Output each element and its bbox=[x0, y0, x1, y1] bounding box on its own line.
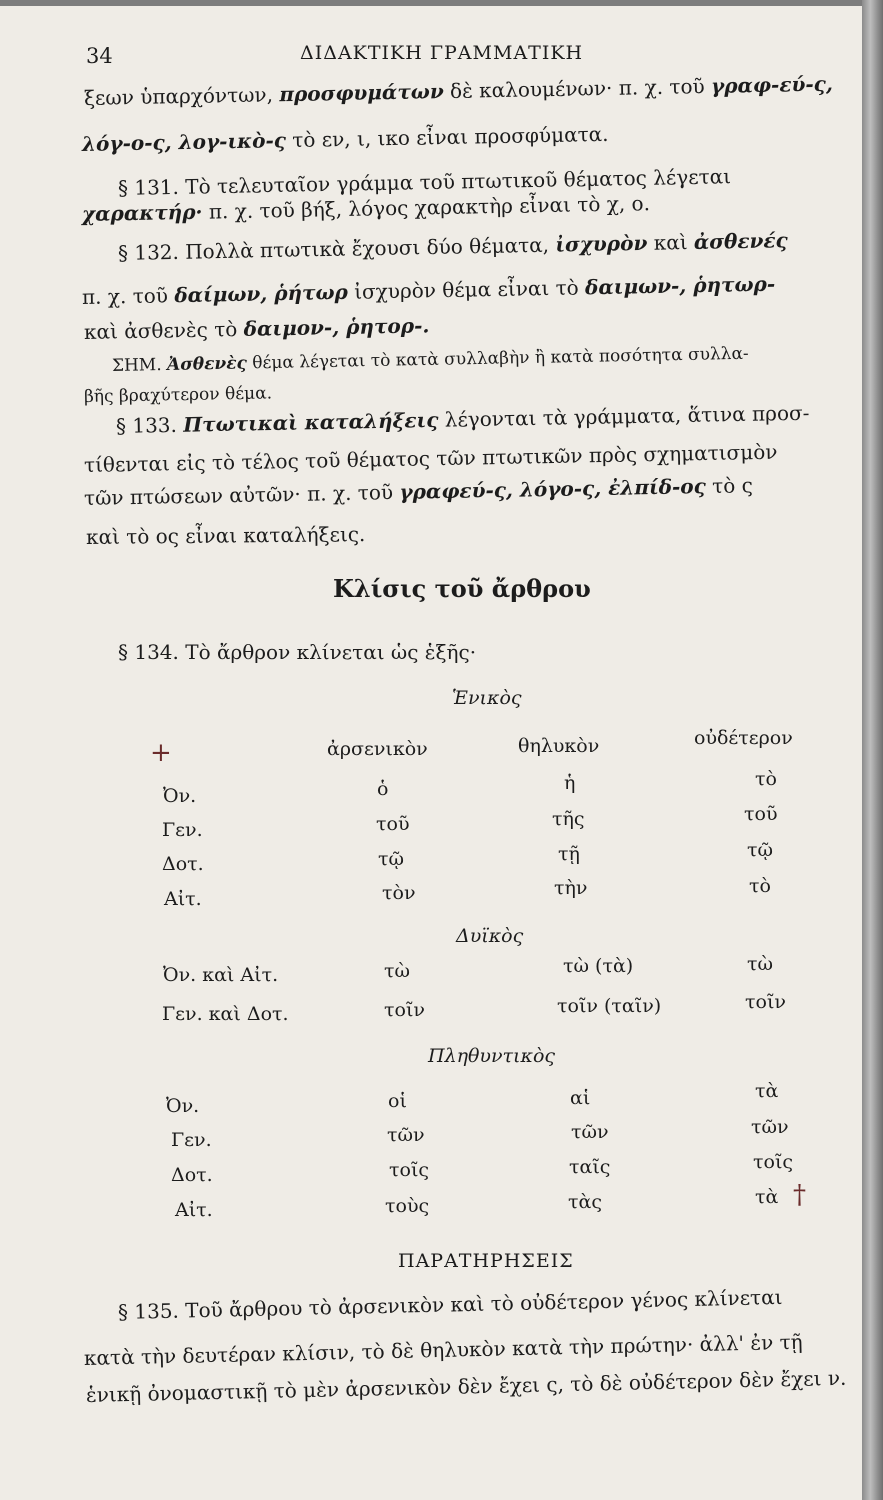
pl-case-dat: Δοτ. bbox=[171, 1164, 213, 1186]
sg-m-acc: τὸν bbox=[382, 882, 416, 904]
sg-n-nom: τὸ bbox=[755, 768, 777, 790]
sg-n-acc: τὸ bbox=[749, 875, 771, 897]
du-case-gendat: Γεν. καὶ Δοτ. bbox=[162, 1003, 289, 1025]
sg-case-nom: Ὀν. bbox=[163, 785, 197, 807]
pl-f-acc: τὰς bbox=[568, 1191, 602, 1213]
sg-f-dat: τῇ bbox=[558, 843, 580, 865]
sg-f-gen: τῆς bbox=[552, 808, 585, 830]
pl-n-dat: τοῖς bbox=[753, 1151, 794, 1173]
pl-case-acc: Αἰτ. bbox=[175, 1199, 213, 1221]
s133-line-1: § 133. Πτωτικαὶ καταλήξεις λέγονται τὰ γράμματα, ἅτινα προσ- bbox=[115, 400, 810, 438]
page-number: 34 bbox=[86, 44, 113, 68]
section-heading: Κλίσις τοῦ ἄρθρου bbox=[333, 574, 591, 603]
pl-m-nom: οἱ bbox=[388, 1090, 407, 1112]
sg-n-gen: τοῦ bbox=[744, 803, 778, 825]
observations-title: ΠΑΡΑΤΗΡΗΣΕΙΣ bbox=[398, 1250, 574, 1272]
pl-case-gen: Γεν. bbox=[171, 1129, 212, 1151]
pl-m-gen: τῶν bbox=[387, 1124, 425, 1146]
plural-label: Πληθυντικὸς bbox=[428, 1045, 556, 1067]
s132-line-1: § 132. Πολλὰ πτωτικὰ ἔχουσι δύο θέματα, ἰσχυρὸν καὶ ἀσθενές bbox=[117, 228, 788, 265]
sg-case-gen: Γεν. bbox=[162, 819, 203, 841]
pl-case-nom: Ὀν. bbox=[166, 1095, 200, 1117]
note-line-2: βῆς βραχύτερον θέμα. bbox=[83, 383, 273, 407]
sg-case-dat: Δοτ. bbox=[162, 853, 204, 875]
s132-line-3: καὶ ἀσθενὲς τὸ δαιμον-, ῥητορ-. bbox=[83, 313, 430, 344]
s131-line-2: χαρακτήρ· π. χ. τοῦ βήξ, λόγος χαρακτὴρ εἶναι τὸ χ, ο. bbox=[81, 191, 651, 226]
s133-line-3: τῶν πτώσεων αὐτῶν· π. χ. τοῦ γραφεύ-ς, λόγο-ς, ἐλπίδ-ος τὸ ς bbox=[83, 473, 754, 510]
du-f-gendat: τοῖν (ταῖν) bbox=[557, 995, 662, 1017]
pl-f-dat: ταῖς bbox=[569, 1156, 611, 1178]
book-spine-edge bbox=[862, 0, 883, 1500]
pl-n-acc: τὰ bbox=[755, 1186, 779, 1208]
du-n-nomacc: τὼ bbox=[747, 953, 774, 975]
pl-n-nom: τὰ bbox=[755, 1080, 779, 1102]
s132-line-2: π. χ. τοῦ δαίμων, ῥήτωρ ἰσχυρὸν θέμα εἶναι τὸ δαιμων-, ῥητωρ- bbox=[81, 271, 776, 309]
col-feminine: θηλυκὸν bbox=[518, 735, 600, 757]
dagger-mark: † bbox=[793, 1180, 806, 1210]
intro-line-2: λόγ-ο-ς, λογ-ικὸ-ς τὸ εν, ι, ικο εἶναι προσφύματα. bbox=[81, 121, 609, 156]
du-f-nomacc: τὼ (τὰ) bbox=[563, 955, 634, 977]
col-masculine: ἀρσενικὸν bbox=[327, 738, 428, 760]
pl-n-gen: τῶν bbox=[751, 1116, 789, 1138]
pl-m-acc: τοὺς bbox=[385, 1195, 430, 1217]
sg-m-gen: τοῦ bbox=[376, 813, 410, 835]
du-case-nomacc: Ὀν. καὶ Αἰτ. bbox=[163, 964, 279, 986]
du-n-gendat: τοῖν bbox=[745, 991, 786, 1013]
sg-f-acc: τὴν bbox=[554, 877, 588, 899]
s133-line-4: καὶ τὸ ος εἶναι καταλήξεις. bbox=[85, 522, 366, 549]
note-line-1: ΣΗΜ. Ἀσθενὲς θέμα λέγεται τὸ κατὰ συλλαβὴν ἢ κατὰ ποσότητα συλλα- bbox=[111, 343, 749, 376]
dual-label: Δυϊκὸς bbox=[456, 925, 524, 947]
s135-line-2: κατὰ τὴν δευτέραν κλίσιν, τὸ δὲ θηλυκὸν κατὰ τὴν πρώτην· ἀλλ' ἐν τῇ bbox=[83, 1329, 803, 1370]
sg-case-acc: Αἰτ. bbox=[164, 888, 202, 910]
s131-line-1: § 131. Τὸ τελευταῖον γράμμα τοῦ πτωτικοῦ θέματος λέγεται bbox=[117, 164, 732, 200]
pl-m-dat: τοῖς bbox=[389, 1159, 430, 1181]
pl-f-gen: τῶν bbox=[571, 1121, 609, 1143]
s135-line-3: ἑνικῇ ὀνομαστικῇ τὸ μὲν ἀρσενικὸν δὲν ἔχει ς, τὸ δὲ οὐδέτερον δὲν ἔχει ν. bbox=[85, 1365, 847, 1407]
sg-m-nom: ὁ bbox=[377, 778, 389, 800]
intro-line-1: ξεων ὑπαρχόντων, προσφυμάτων δὲ καλουμένων· π. χ. τοῦ γραφ-εύ-ς, bbox=[83, 71, 834, 110]
sg-m-dat: τῷ bbox=[378, 848, 405, 870]
sg-n-dat: τῷ bbox=[747, 839, 774, 861]
sg-f-nom: ἡ bbox=[564, 772, 576, 794]
cross-mark: + bbox=[150, 738, 172, 768]
singular-label: Ἑνικὸς bbox=[452, 687, 522, 709]
pl-f-nom: αἱ bbox=[570, 1087, 591, 1109]
top-edge bbox=[0, 0, 862, 6]
col-neuter: οὐδέτερον bbox=[694, 727, 793, 749]
s135-line-1: § 135. Τοῦ ἄρθρου τὸ ἀρσενικὸν καὶ τὸ οὐδέτερον γένος κλίνεται bbox=[117, 1284, 783, 1324]
running-title: ΔΙΔΑΚΤΙΚΗ ΓΡΑΜΜΑΤΙΚΗ bbox=[300, 42, 584, 64]
s133-line-2: τίθενται εἰς τὸ τέλος τοῦ θέματος τῶν πτωτικῶν πρὸς σχηματισμὸν bbox=[83, 439, 778, 477]
du-m-nomacc: τὼ bbox=[384, 960, 411, 982]
s134-line: § 134. Τὸ ἄρθρον κλίνεται ὡς ἑξῆς· bbox=[118, 640, 477, 664]
du-m-gendat: τοῖν bbox=[384, 999, 425, 1021]
